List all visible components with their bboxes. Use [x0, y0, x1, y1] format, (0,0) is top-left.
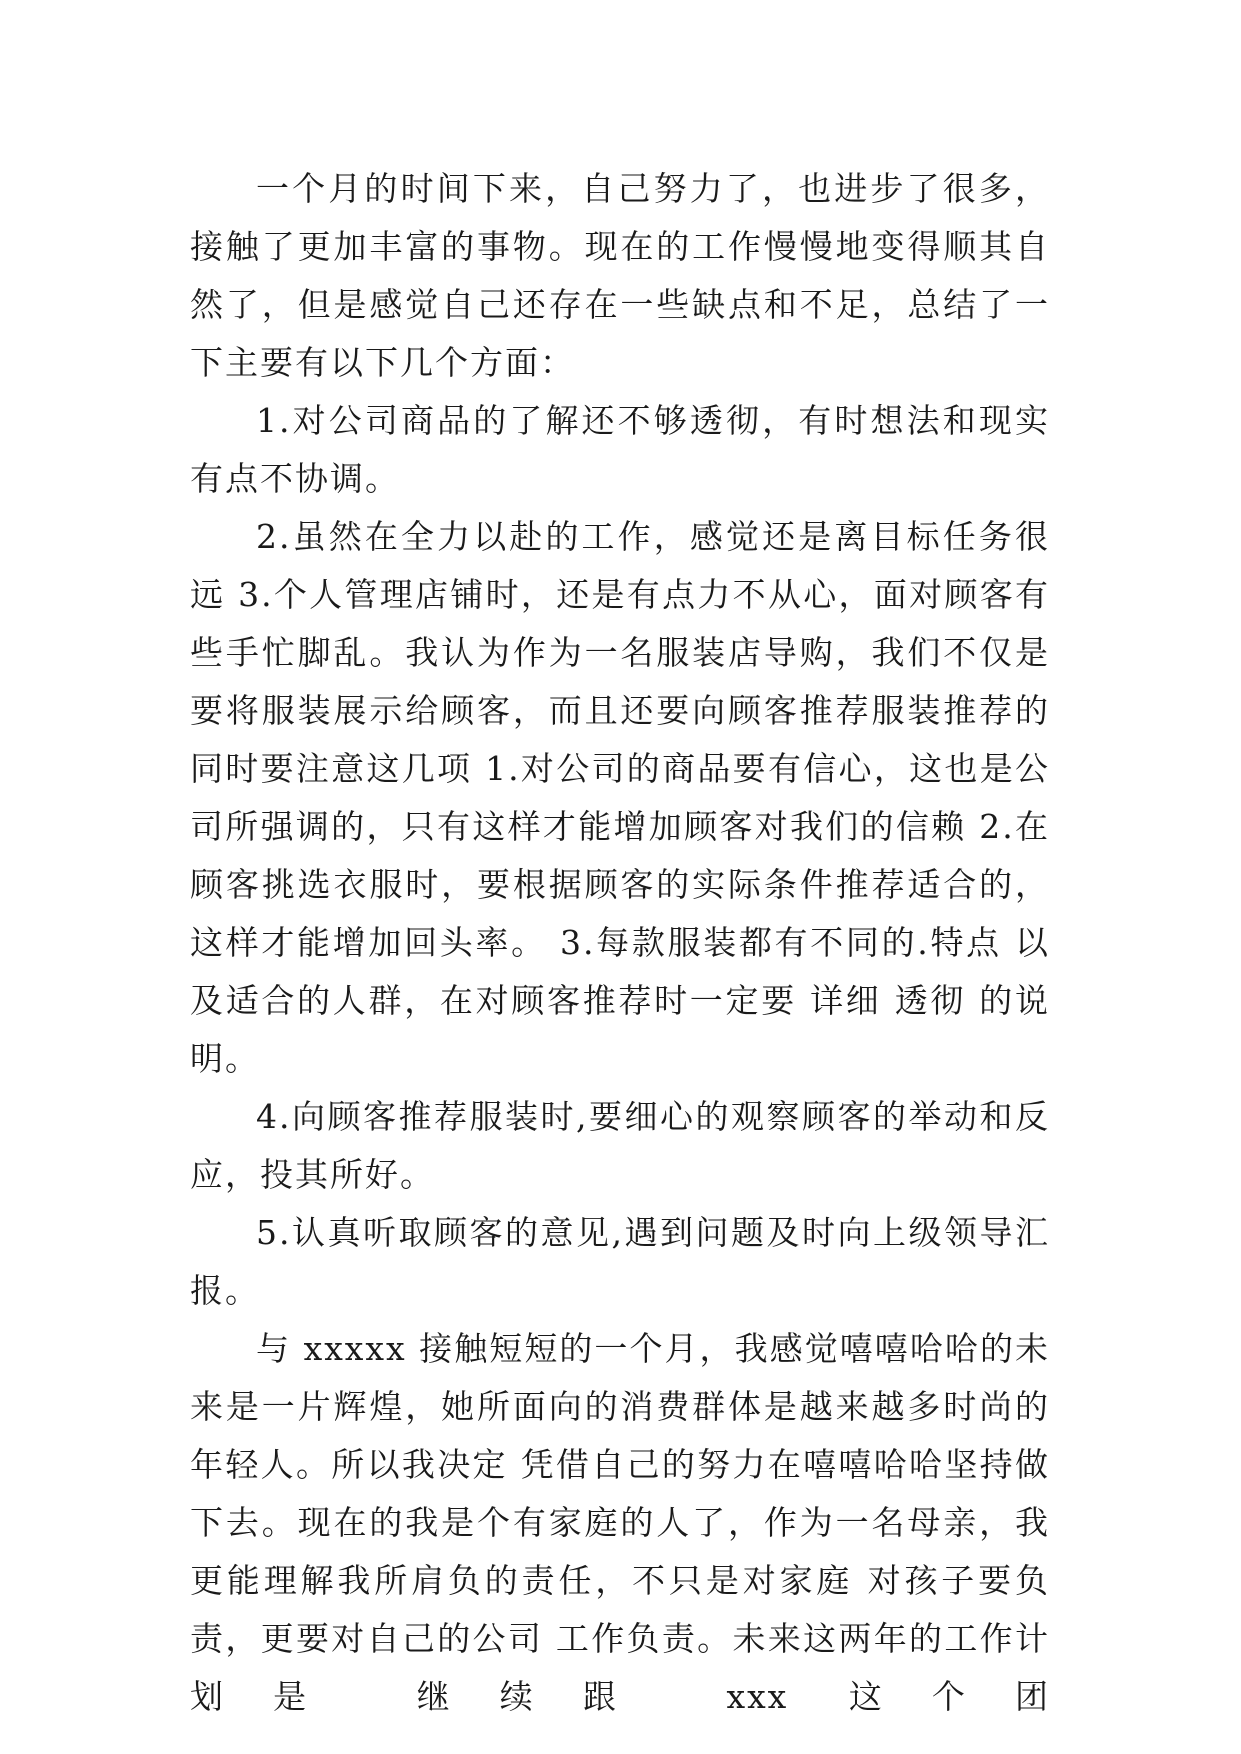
paragraph-point-2: 2.虽然在全力以赴的工作，感觉还是离目标任务很远 3.个人管理店铺时，还是有点力不从心，面对顾客有些手忙脚乱。我认为作为一名服装店导购，我们不仅是要将服装展示给顾客，而且还要向顾客推荐服装推荐的同时要注意这几项 1.对公司的商品要有信心，这也是公司所强调的，只有这样才能增加顾客对我们的信赖 2.在顾客挑选衣服时，要根据顾客的实际条件推荐适合的，这样才能增加回头率。 3.每款服装都有不同的.特点 以及适合的人群，在对顾客推荐时一定要 详细 透彻 的说明。	[190, 517, 1050, 1078]
paragraph-intro: 一个月的时间下来，自己努力了，也进步了很多，接触了更加丰富的事物。现在的工作慢慢地变得顺其自然了，但是感觉自己还存在一些缺点和不足，总结了一下主要有以下几个方面：	[190, 169, 1050, 382]
paragraph-future-plan: 与 xxxxx 接触短短的一个月，我感觉嘻嘻哈哈的未来是一片辉煌，她所面向的消费群体是越来越多时尚的年轻人。所以我决定 凭借自己的努力在嘻嘻哈哈坚持做下去。现在的我是个有家庭的人了，作为一名母亲，我更能理解我所肩负的责任，不只是对家庭 对孩子要负责，更要对自己的公司 工作负责。未来这两年的工作计划是 继续跟 xxx 这个团	[190, 1329, 1050, 1716]
paragraph-point-5: 5.认真听取顾客的意见,遇到问题及时向上级领导汇报。	[190, 1213, 1050, 1310]
paragraph-point-4: 4.向顾客推荐服装时,要细心的观察顾客的举动和反应，投其所好。	[190, 1097, 1050, 1194]
document-body	[190, 160, 1050, 1726]
paragraph-point-1: 1.对公司商品的了解还不够透彻，有时想法和现实有点不协调。	[190, 401, 1050, 498]
